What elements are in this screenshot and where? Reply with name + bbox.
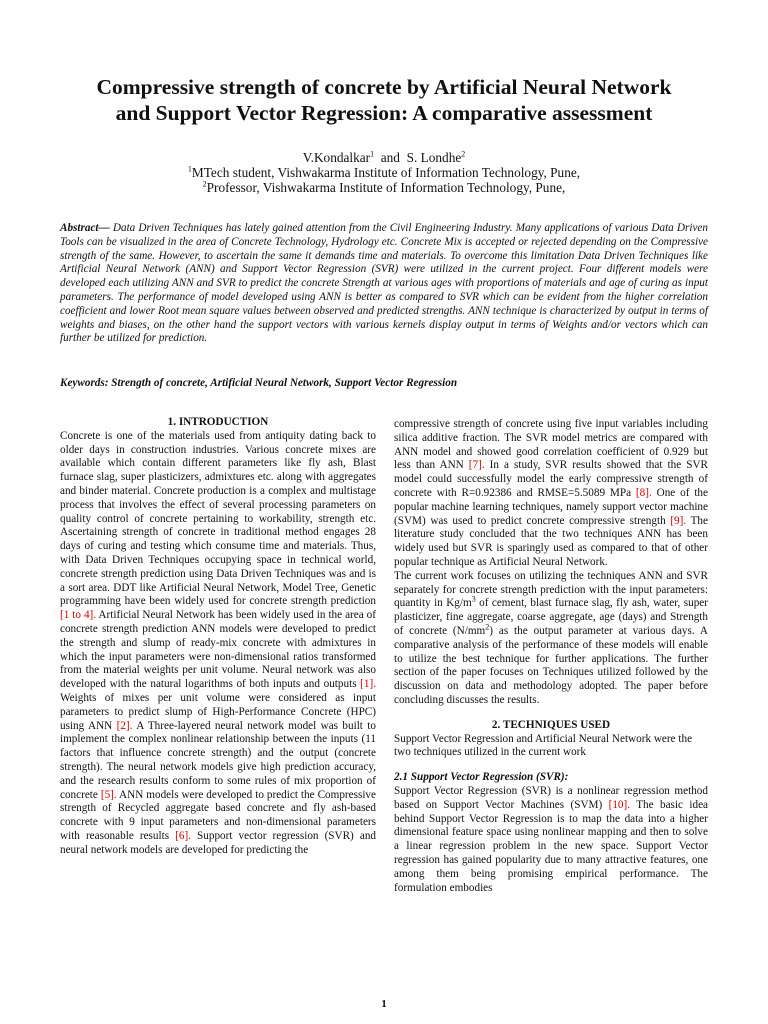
affiliation-1-sup: 1 <box>187 164 192 174</box>
abstract-label: Abstract— <box>60 222 110 234</box>
section-1-paragraph-2 <box>394 570 708 708</box>
abstract <box>60 222 708 346</box>
body-text: ANN models were developed to predict the Compressive strength of Recycled aggregate based concrete and fly ash-based concrete with 9 input parameters and non-dimensional parameters with reasonable results <box>60 788 376 842</box>
paper-title: Compressive strength of concrete by Artificial Neural Network and Support Vector Regression: A comparative assessment <box>96 75 672 125</box>
body-text: ) as the output parameter at various days. A comparative analysis of the performance of these models will enable to utilize the best technique for further applications. The further section of the paper focuses on Techniques utilized followed by the discussion on data and methodology adopted. The paper before concluding discusses the results. <box>394 624 708 706</box>
body-text: In a study, SVR results showed that the SVR model could successfully model the early compressive strength of concrete with R=0.92386 and RMSE=5.5089 MPa <box>394 459 708 499</box>
body-text: of cement, blast furnace slag, fly ash, water, super plasticizer, fine aggregate, coarse aggregate, age (days) and Strength of concrete (N/mm <box>394 597 708 637</box>
citation-link[interactable]: [9]. <box>670 514 687 527</box>
body-text: A Three-layered neural network model was built to implement the complex nonlinear relationship between the inputs (11 factors that influence concrete strength) and the output (concrete strength). The neural network models give high prediction accuracy, and the research results conform to some rules of mix proportion of concrete <box>60 719 376 801</box>
affiliation-2 <box>0 180 768 195</box>
citation-link[interactable]: [10]. <box>608 798 631 811</box>
author-line <box>0 150 768 165</box>
citation-link[interactable]: [1 to 4]. <box>60 609 97 622</box>
body-text: Concrete is one of the materials used from antiquity dating back to older days in construction industries. Various concrete mixes are available which contain different parameters like fly ash, Blast furnace slag, super plasticizers, admixtures etc. along with aggregates and binder material. Concrete production is a complex and multistage process that involves the effect of several processing parameters on quality control of concrete pertaining to workability, strength etc. Ascertaining strength of concrete in traditional method engages 28 days of curing and testing which consume time and materials. Thus, with Data Driven Techniques occupying space in technical world, concrete strength prediction using Data Driven Techniques was and is a sort area. DDT like Artificial Neural Network, Model Tree, Genetic programming have been widely used for concrete strength prediction <box>60 429 376 608</box>
body-text: Support Vector Regression (SVR) is a nonlinear regression method based on Support Vector Machines (SVM) <box>394 784 708 811</box>
body-text: The basic idea behind Support Vector Regression is to map the data into a higher dimensional feature space using nonlinear mapping and then to solve a linear regression problem in the new space. Support Vector regression has gained popularity due to many attractive features, one among them being promising empirical performance. The formulation embodies <box>394 798 708 894</box>
unit-superscript: 3 <box>471 594 476 604</box>
citation-link[interactable]: [1]. <box>360 678 376 691</box>
section-1-heading: 1. INTRODUCTION <box>167 416 269 428</box>
section-2-heading: 2. TECHNIQUES USED <box>491 718 611 731</box>
abstract-text: Data Driven Techniques has lately gained attention from the Civil Engineering Industry. Many applications of various Data Driven Tools can be visualized in the area of Concrete Technology, Hydrology etc. Concrete Mix is accepted or rejected depending on the Compressive strength of the same. However, to ascertain the same it demands time and materials. To overcome this limitation Data Driven Techniques like Artificial Neural Network (ANN) and Support Vector Regression (SVR) were utilized in the current project. Four different models were developed each utilizing ANN and SVR to predict the concrete Strength at various ages with proportions of materials and age of curing as input parameters. The performance of model developed using ANN is better as compared to SVR which can be evident from the higher correlation coefficient and lower Root mean square values between observed and predicted strengths. ANN technique is characterized by output in terms of weights and biases, on the other hand the support vectors with various kernels display output in terms of Weights and/or vectors which can further be utilized for prediction. <box>60 222 708 345</box>
author-2-sup: 2 <box>461 149 466 159</box>
affiliation-1-text: MTech student, Vishwakarma Institute of Information Technology, Pune, <box>191 165 581 180</box>
affiliation-2-text: Professor, Vishwakarma Institute of Information Technology, Pune, <box>206 180 566 195</box>
section-gap <box>394 708 708 719</box>
body-text: The current work focuses on utilizing the techniques ANN and SVR separately for concrete strength prediction with the input parameters: quantity in Kg/m <box>394 569 708 610</box>
page-number: 1 <box>381 998 387 1010</box>
affiliation-1 <box>0 165 768 180</box>
column-left <box>60 416 376 858</box>
citation-link[interactable]: [2]. <box>116 719 133 732</box>
body-text: Weights of mixes per unit volume were considered as input parameters to predict slump of High-Performance Concrete (HPC) using ANN <box>60 691 376 732</box>
keywords: Keywords: Strength of concrete, Artificial Neural Network, Support Vector Regression <box>60 377 458 389</box>
body-text: Artificial Neural Network has been widely used in the area of concrete strength prediction ANN models were developed to predict the strength and slump of ready-mix concrete with admixtures in which the input parameters were non-dimensional ratios transformed from the material weights per unit volume. Neural network was also developed with the natural logarithms of both inputs and outputs <box>60 609 376 691</box>
subsection-2-1-paragraph <box>394 785 708 895</box>
body-text: compressive strength of concrete using five input variables including silica additive fraction. The SVR model metrics are compared with ANN model and showed good correlation coefficient of 0.929 but less than ANN <box>394 418 708 472</box>
section-2-paragraph: Support Vector Regression and Artificial Neural Network were the two techniques utilized in the current work <box>394 732 693 759</box>
author-2: S. Londhe <box>406 150 462 165</box>
subsection-2-1-heading: 2.1 Support Vector Regression (SVR): <box>394 771 569 784</box>
citation-link[interactable]: [5]. <box>100 788 117 801</box>
author-and: and <box>374 150 407 165</box>
section-gap <box>394 760 708 771</box>
body-text: One of the popular machine learning techniques, namely support vector machine (SVM) was used to predict concrete compressive strength <box>394 486 708 527</box>
section-1-paragraph-cont <box>394 418 708 570</box>
unit-superscript: 2 <box>485 622 490 632</box>
citation-link[interactable]: [8]. <box>635 486 652 499</box>
citation-link[interactable]: [6]. <box>175 829 191 842</box>
column-right <box>394 418 708 895</box>
citation-link[interactable]: [7]. <box>468 459 485 472</box>
body-text: The literature study concluded that the two techniques ANN has been widely used but SVR is sparingly used as compared to that of other popular technique as Artificial Neural Network. <box>394 514 708 568</box>
author-1: V.Kondalkar <box>302 150 371 165</box>
affiliation-2-sup: 2 <box>202 179 207 189</box>
section-1-paragraph <box>60 430 376 858</box>
author-1-sup: 1 <box>370 149 375 159</box>
body-text: Support vector regression (SVR) and neural network models are developed for predicting the <box>60 829 377 856</box>
